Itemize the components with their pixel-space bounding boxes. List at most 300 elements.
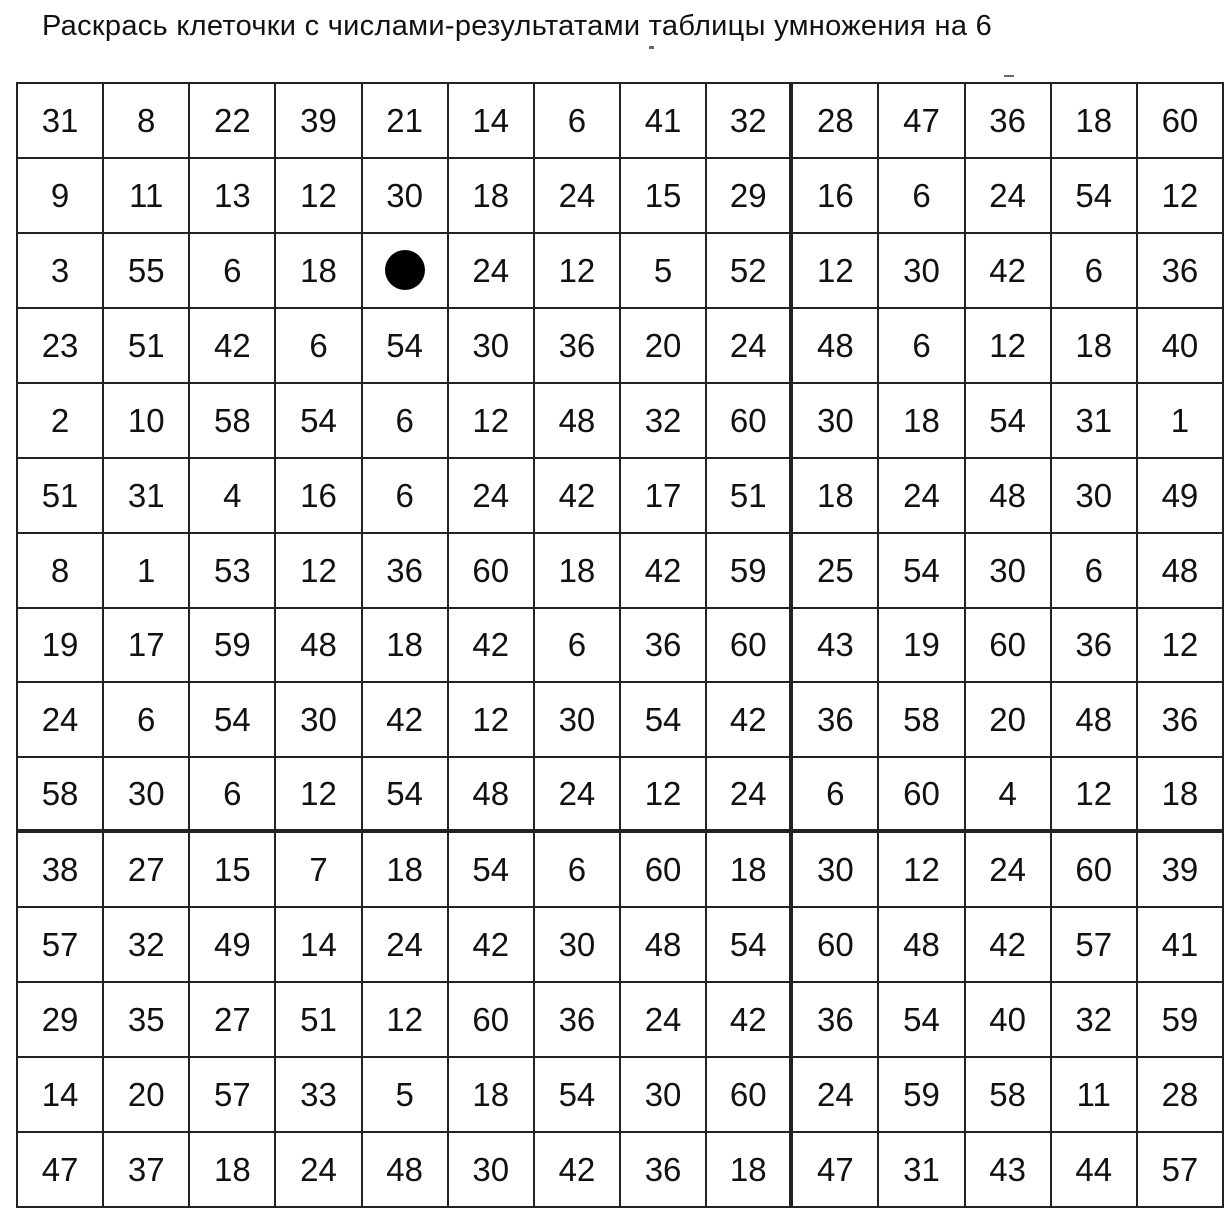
grid-cell[interactable] (707, 1058, 793, 1133)
grid-cell[interactable] (276, 384, 362, 459)
cell-number: 4 (223, 476, 242, 514)
cell-number: 49 (1161, 476, 1199, 514)
grid-cell[interactable] (879, 459, 965, 534)
grid-cell[interactable] (276, 459, 362, 534)
grid-cell[interactable] (104, 384, 190, 459)
grid-cell[interactable] (793, 758, 879, 833)
cell-number: 51 (300, 1001, 337, 1039)
cell-number: 24 (386, 926, 423, 964)
grid-cell[interactable] (793, 309, 879, 384)
grid-cell[interactable] (18, 908, 104, 983)
cell-number: 60 (644, 851, 682, 889)
cell-number: 60 (729, 401, 767, 439)
grid-cell[interactable] (793, 459, 879, 534)
grid-cell[interactable] (879, 1058, 965, 1133)
grid-cell[interactable] (707, 534, 793, 609)
filled-circle-icon (385, 250, 425, 290)
cell-number: 54 (1075, 176, 1113, 214)
grid-cell[interactable] (535, 683, 621, 758)
grid-cell[interactable] (621, 758, 707, 833)
grid-cell[interactable] (707, 983, 793, 1058)
grid-cell[interactable] (535, 234, 621, 309)
grid-cell[interactable] (707, 833, 793, 908)
grid-cell[interactable] (1052, 459, 1138, 534)
grid-cell[interactable] (621, 234, 707, 309)
cell-number: 48 (989, 476, 1026, 514)
cell-number: 30 (989, 551, 1026, 589)
grid-cell[interactable] (104, 758, 190, 833)
grid-cell[interactable] (1052, 1058, 1138, 1133)
grid-cell[interactable] (18, 609, 104, 684)
cell-number: 29 (41, 1001, 79, 1039)
grid-cell[interactable] (104, 983, 190, 1058)
cell-number: 16 (816, 176, 854, 214)
cell-number: 57 (1075, 926, 1113, 964)
cell-number: 32 (127, 926, 165, 964)
grid-cell[interactable] (1138, 833, 1224, 908)
grid-cell[interactable] (18, 459, 104, 534)
grid-cell[interactable] (966, 84, 1052, 159)
grid-cell[interactable] (1052, 908, 1138, 983)
cell-number: 31 (127, 476, 165, 514)
cell-number: 30 (903, 251, 940, 289)
grid-cell[interactable] (104, 1058, 190, 1133)
grid-cell[interactable] (363, 758, 449, 833)
cell-number: 54 (213, 701, 251, 739)
grid-cell[interactable] (535, 908, 621, 983)
grid-cell[interactable] (966, 1133, 1052, 1208)
cell-number: 48 (903, 926, 940, 964)
grid-cell[interactable] (879, 1133, 965, 1208)
grid-cell[interactable] (363, 683, 449, 758)
grid-cell[interactable] (104, 534, 190, 609)
grid-cell[interactable] (535, 384, 621, 459)
cell-number: 24 (989, 176, 1026, 214)
grid-cell[interactable] (1138, 159, 1224, 234)
grid-cell[interactable] (18, 758, 104, 833)
grid-cell[interactable] (190, 159, 276, 234)
cell-number: 27 (213, 1001, 251, 1039)
grid-cell[interactable] (879, 833, 965, 908)
grid-cell[interactable] (535, 758, 621, 833)
grid-cell[interactable] (966, 833, 1052, 908)
grid-cell[interactable] (276, 609, 362, 684)
grid-cell[interactable] (276, 983, 362, 1058)
grid-cell[interactable] (879, 159, 965, 234)
grid-cell[interactable] (276, 159, 362, 234)
grid-cell[interactable] (535, 983, 621, 1058)
grid-cell[interactable] (276, 534, 362, 609)
grid-cell[interactable] (449, 908, 535, 983)
grid-cell[interactable] (449, 534, 535, 609)
grid-cell[interactable] (449, 609, 535, 684)
grid-cell[interactable] (104, 1133, 190, 1208)
grid-cell[interactable] (707, 683, 793, 758)
grid-cell[interactable] (104, 159, 190, 234)
grid-cell[interactable] (1138, 1133, 1224, 1208)
grid-cell[interactable] (18, 683, 104, 758)
grid-cell[interactable] (1052, 309, 1138, 384)
grid-cell[interactable] (621, 908, 707, 983)
grid-cell[interactable] (363, 609, 449, 684)
grid-cell[interactable] (793, 1058, 879, 1133)
grid-cell[interactable] (363, 534, 449, 609)
grid-cell[interactable] (879, 758, 965, 833)
grid-cell[interactable] (707, 84, 793, 159)
cell-number: 12 (300, 176, 337, 214)
grid-cell[interactable] (966, 1058, 1052, 1133)
cell-number: 36 (816, 1001, 854, 1039)
grid-cell[interactable] (276, 908, 362, 983)
grid-cell[interactable] (535, 833, 621, 908)
cell-number: 60 (729, 626, 767, 664)
cell-number: 27 (127, 851, 165, 889)
cell-number: 16 (300, 476, 337, 514)
grid-cell[interactable] (104, 84, 190, 159)
grid-cell[interactable] (621, 159, 707, 234)
cell-number: 57 (1161, 1151, 1199, 1189)
grid-cell[interactable] (707, 309, 793, 384)
grid-cell[interactable] (363, 1133, 449, 1208)
cell-number: 19 (903, 626, 940, 664)
grid-cell[interactable] (276, 1058, 362, 1133)
grid-cell[interactable] (793, 683, 879, 758)
grid-cell[interactable] (1052, 159, 1138, 234)
grid-cell[interactable] (449, 459, 535, 534)
cell-number: 36 (558, 326, 596, 364)
grid-cell[interactable] (879, 908, 965, 983)
grid-cell[interactable] (793, 1133, 879, 1208)
grid-cell[interactable] (190, 758, 276, 833)
cell-number: 12 (558, 251, 596, 289)
grid-cell[interactable] (879, 983, 965, 1058)
cell-number: 58 (213, 401, 251, 439)
grid-cell[interactable] (449, 309, 535, 384)
cell-number: 18 (1161, 775, 1199, 813)
cell-number: 17 (644, 476, 682, 514)
cell-number: 13 (213, 176, 251, 214)
grid-cell[interactable] (621, 833, 707, 908)
cell-number: 6 (223, 251, 242, 289)
grid-cell[interactable] (104, 234, 190, 309)
grid-cell[interactable] (621, 1058, 707, 1133)
grid-cell[interactable] (104, 683, 190, 758)
grid-cell[interactable] (621, 609, 707, 684)
grid-cell[interactable] (793, 234, 879, 309)
grid-cell[interactable] (363, 833, 449, 908)
cell-number: 54 (903, 551, 940, 589)
grid-cell[interactable] (449, 833, 535, 908)
grid-cell[interactable] (363, 384, 449, 459)
grid-cell[interactable] (621, 1133, 707, 1208)
grid-cell[interactable] (535, 309, 621, 384)
grid-cell[interactable] (879, 309, 965, 384)
grid-cell[interactable] (190, 384, 276, 459)
grid-cell[interactable] (1138, 84, 1224, 159)
grid-cell[interactable] (707, 384, 793, 459)
grid-cell[interactable] (276, 234, 362, 309)
cell-number: 18 (386, 626, 423, 664)
grid-cell[interactable] (18, 833, 104, 908)
cell-number: 2 (50, 401, 70, 439)
grid-cell[interactable] (621, 384, 707, 459)
grid-cell[interactable] (18, 534, 104, 609)
grid-cell[interactable] (535, 84, 621, 159)
grid-cell[interactable] (621, 84, 707, 159)
grid-cell[interactable] (707, 159, 793, 234)
grid-cell[interactable] (104, 459, 190, 534)
grid-cell[interactable] (18, 309, 104, 384)
grid-cell[interactable] (966, 459, 1052, 534)
cell-number: 12 (1161, 626, 1199, 664)
cell-number: 54 (644, 701, 682, 739)
cell-number: 32 (644, 401, 682, 439)
grid-cell[interactable] (18, 159, 104, 234)
grid-cell[interactable] (190, 84, 276, 159)
grid-cell[interactable] (966, 908, 1052, 983)
grid-cell[interactable] (449, 84, 535, 159)
grid-cell[interactable] (966, 983, 1052, 1058)
grid-cell[interactable] (535, 1133, 621, 1208)
grid-cell[interactable] (793, 159, 879, 234)
cell-number: 36 (386, 551, 423, 589)
grid-cell[interactable] (1052, 84, 1138, 159)
grid-cell[interactable] (966, 234, 1052, 309)
cell-number: 60 (729, 1076, 767, 1114)
grid-cell[interactable] (449, 234, 535, 309)
grid-cell[interactable] (1138, 234, 1224, 309)
grid-cell[interactable] (190, 983, 276, 1058)
cell-number: 60 (1161, 101, 1199, 139)
grid-cell[interactable] (1138, 534, 1224, 609)
cell-number: 37 (127, 1151, 165, 1189)
cell-number: 42 (558, 1151, 596, 1189)
grid-cell[interactable] (449, 983, 535, 1058)
grid-cell[interactable] (707, 1133, 793, 1208)
cell-number: 43 (989, 1151, 1026, 1189)
grid-cell[interactable] (1052, 683, 1138, 758)
cell-number: 36 (1161, 251, 1199, 289)
grid-cell[interactable] (707, 609, 793, 684)
grid-cell[interactable] (104, 609, 190, 684)
grid-cell[interactable] (1052, 1133, 1138, 1208)
grid-cell[interactable] (363, 84, 449, 159)
grid-cell[interactable] (190, 1133, 276, 1208)
cell-number: 10 (127, 401, 165, 439)
cell-number: 7 (309, 851, 328, 889)
cell-number: 30 (1075, 476, 1113, 514)
grid-cell[interactable] (190, 459, 276, 534)
grid-cell[interactable] (190, 833, 276, 908)
grid-cell[interactable] (1138, 459, 1224, 534)
grid-cell[interactable] (363, 983, 449, 1058)
grid-cell[interactable] (104, 833, 190, 908)
grid-cell[interactable] (966, 609, 1052, 684)
grid-cell[interactable] (1138, 908, 1224, 983)
cell-number: 60 (1075, 851, 1113, 889)
grid-cell[interactable] (793, 833, 879, 908)
grid-cell[interactable] (190, 908, 276, 983)
grid-cell[interactable] (1138, 758, 1224, 833)
grid-cell[interactable] (276, 84, 362, 159)
print-speck (649, 46, 654, 49)
cell-number: 42 (213, 326, 251, 364)
cell-number: 6 (395, 401, 414, 439)
grid-cell[interactable] (449, 1133, 535, 1208)
grid-cell[interactable] (879, 234, 965, 309)
grid-cell[interactable] (879, 84, 965, 159)
grid-cell[interactable] (707, 234, 793, 309)
cell-number: 11 (129, 176, 164, 214)
grid-cell[interactable] (363, 908, 449, 983)
page-title: Раскрась клеточки с числами-результатами таблицы умножения на 6 (42, 10, 993, 42)
grid-cell[interactable] (1052, 983, 1138, 1058)
grid-cell[interactable] (1138, 384, 1224, 459)
grid-cell[interactable] (449, 159, 535, 234)
cell-number: 24 (472, 476, 510, 514)
print-speck (1004, 75, 1014, 77)
cell-number: 36 (1075, 626, 1113, 664)
grid-cell[interactable] (1052, 758, 1138, 833)
cell-number: 3 (50, 251, 70, 289)
grid-cell[interactable] (363, 309, 449, 384)
grid-cell[interactable] (363, 459, 449, 534)
grid-cell[interactable] (363, 234, 449, 309)
grid-cell[interactable] (190, 1058, 276, 1133)
grid-cell[interactable] (1052, 534, 1138, 609)
grid-cell[interactable] (621, 534, 707, 609)
grid-cell[interactable] (535, 459, 621, 534)
cell-number: 15 (644, 176, 682, 214)
grid-cell[interactable] (793, 384, 879, 459)
grid-cell[interactable] (621, 983, 707, 1058)
grid-cell[interactable] (966, 758, 1052, 833)
cell-number: 59 (1161, 1001, 1199, 1039)
grid-cell[interactable] (276, 683, 362, 758)
cell-number: 18 (472, 1076, 510, 1114)
cell-number: 30 (472, 326, 510, 364)
grid-cell[interactable] (535, 1058, 621, 1133)
cell-number: 6 (912, 176, 931, 214)
cell-number: 18 (472, 176, 510, 214)
grid-cell[interactable] (449, 1058, 535, 1133)
grid-cell[interactable] (449, 758, 535, 833)
grid-cell[interactable] (104, 309, 190, 384)
grid-cell[interactable] (363, 1058, 449, 1133)
grid-cell[interactable] (276, 309, 362, 384)
cell-number: 41 (1161, 926, 1199, 964)
grid-cell[interactable] (621, 459, 707, 534)
grid-cell[interactable] (18, 1133, 104, 1208)
grid-cell[interactable] (707, 758, 793, 833)
grid-cell[interactable] (621, 309, 707, 384)
grid-cell[interactable] (1138, 1058, 1224, 1133)
grid-cell[interactable] (535, 609, 621, 684)
grid-cell[interactable] (793, 84, 879, 159)
grid-cell[interactable] (1138, 983, 1224, 1058)
grid-cell[interactable] (1052, 609, 1138, 684)
grid-cell[interactable] (1052, 833, 1138, 908)
grid-cell[interactable] (793, 983, 879, 1058)
grid-cell[interactable] (1052, 234, 1138, 309)
cell-number: 5 (395, 1076, 414, 1114)
grid-cell[interactable] (190, 234, 276, 309)
grid-cell[interactable] (276, 758, 362, 833)
cell-number: 24 (816, 1076, 854, 1114)
cell-number: 48 (472, 775, 510, 813)
grid-cell[interactable] (879, 683, 965, 758)
cell-number: 6 (567, 101, 587, 139)
grid-cell[interactable] (966, 534, 1052, 609)
cell-number: 57 (41, 926, 79, 964)
grid-cell[interactable] (190, 609, 276, 684)
grid-cell[interactable] (621, 683, 707, 758)
grid-cell[interactable] (18, 234, 104, 309)
grid-cell[interactable] (1138, 683, 1224, 758)
cell-number: 12 (1161, 176, 1199, 214)
grid-cell[interactable] (879, 534, 965, 609)
cell-number: 60 (472, 551, 510, 589)
cell-number: 32 (729, 101, 767, 139)
grid-cell[interactable] (1052, 384, 1138, 459)
cell-number: 58 (989, 1076, 1026, 1114)
grid-cell[interactable] (879, 384, 965, 459)
grid-cell[interactable] (104, 908, 190, 983)
grid-cell[interactable] (449, 384, 535, 459)
grid-cell[interactable] (276, 1133, 362, 1208)
grid-cell[interactable] (449, 683, 535, 758)
grid-cell[interactable] (966, 384, 1052, 459)
cell-number: 42 (729, 701, 767, 739)
grid-cell[interactable] (276, 833, 362, 908)
grid-cell[interactable] (879, 609, 965, 684)
grid-cell[interactable] (18, 84, 104, 159)
grid-cell[interactable] (966, 309, 1052, 384)
cell-number: 38 (41, 851, 79, 889)
grid-cell[interactable] (1138, 609, 1224, 684)
cell-number: 47 (41, 1151, 79, 1189)
number-grid (16, 82, 1224, 1208)
cell-number: 29 (729, 176, 767, 214)
cell-number: 12 (816, 251, 854, 289)
grid-cell[interactable] (707, 459, 793, 534)
grid-cell[interactable] (535, 159, 621, 234)
grid-cell[interactable] (1138, 309, 1224, 384)
grid-cell[interactable] (966, 683, 1052, 758)
grid-cell[interactable] (190, 309, 276, 384)
cell-number: 36 (644, 1151, 682, 1189)
grid-cell[interactable] (18, 1058, 104, 1133)
grid-cell[interactable] (535, 534, 621, 609)
grid-cell[interactable] (793, 908, 879, 983)
grid-cell[interactable] (793, 609, 879, 684)
cell-number: 18 (729, 1151, 767, 1189)
grid-cell[interactable] (190, 683, 276, 758)
cell-number: 60 (472, 1001, 510, 1039)
cell-number: 21 (386, 101, 423, 139)
grid-cell[interactable] (707, 908, 793, 983)
grid-cell[interactable] (18, 983, 104, 1058)
grid-cell[interactable] (18, 384, 104, 459)
grid-cell[interactable] (966, 159, 1052, 234)
cell-number: 48 (1161, 551, 1199, 589)
grid-cell[interactable] (793, 534, 879, 609)
cell-number: 30 (558, 701, 596, 739)
cell-number: 20 (127, 1076, 165, 1114)
grid-cell[interactable] (363, 159, 449, 234)
grid-cell[interactable] (190, 534, 276, 609)
cell-number: 48 (816, 326, 854, 364)
